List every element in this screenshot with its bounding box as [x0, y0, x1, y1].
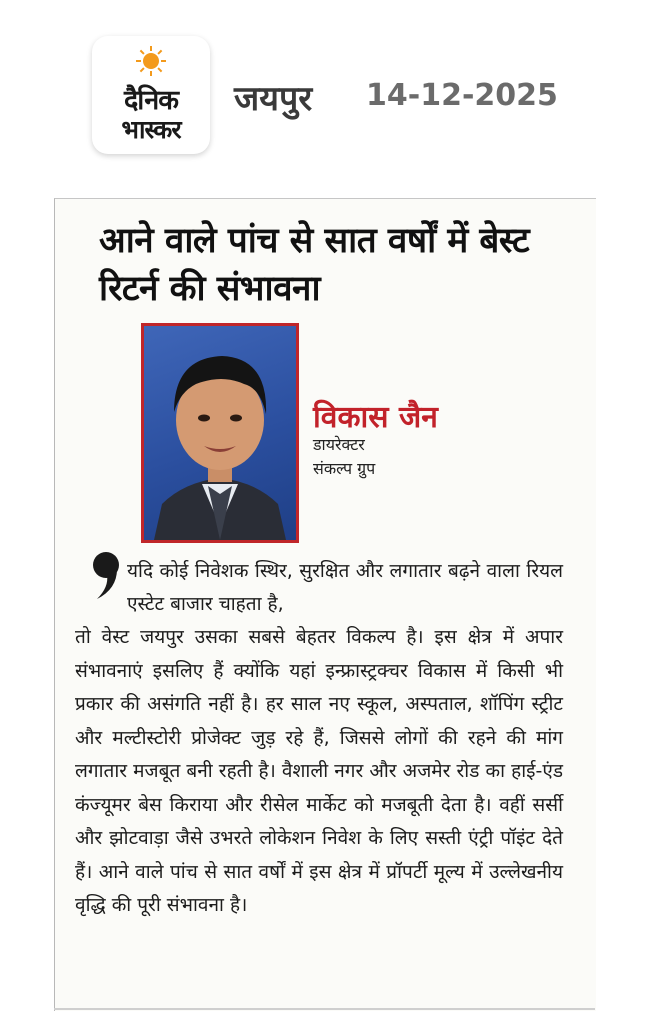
article-body: तो वेस्ट जयपुर उसका सबसे बेहतर विकल्प है। इस क्षेत्र में अपार संभावनाएं इसलिए हैं क्योंकि यहां इन्फ्रास्ट्रक्चर विकास में किसी भी प्रकार की असंगति नहीं है। हर साल नए स्कूल, अस्पताल, शॉपिंग स्ट्रीट और मल्टीस्टोरी प्रोजेक्ट जुड़ रहे हैं, जिससे लोगों की रहने की मांग लगातार मजबूत बनी रहती है। वैशाली नगर और अजमेर रोड का हाई-एंड कंज्यूमर बेस किराया और रीसेल मार्केट को मजबूती देता है। वहीं सर्सी और झोटवाड़ा जैसे उभरते लोकेशन निवेश के लिए सस्ती एंट्री पॉइंट देते हैं। आने वाले पांच से सात वर्षों में इस क्षेत्र में प्रॉपर्टी मूल्य में उल्लेखनीय वृद्धि की पूरी संभावना है।	[75, 626, 563, 916]
sun-icon	[136, 46, 166, 76]
author-photo	[141, 323, 299, 543]
logo-text-line1: दैनिक	[123, 85, 179, 116]
author-company: संकल्प ग्रुप	[313, 459, 376, 478]
author-designation: डायरेक्टर	[313, 435, 365, 454]
person-portrait-icon	[144, 326, 296, 540]
edition-date: 14-12-2025	[366, 78, 558, 113]
edition-city: जयपुर	[234, 79, 313, 119]
dainik-bhaskar-logo	[92, 36, 210, 154]
quote-mark-icon	[91, 549, 121, 601]
author-name: विकास जैन	[313, 400, 438, 435]
clipping-divider	[54, 1008, 595, 1010]
article-headline: आने वाले पांच से सात वर्षों में बेस्ट रिटर्न की संभावना	[99, 221, 530, 309]
article-body-first: यदि कोई निवेशक स्थिर, सुरक्षित और लगातार बढ़ने वाला रियल एस्टेट बाजार चाहता है,	[127, 560, 563, 615]
logo-text-line2: भास्कर	[121, 115, 181, 144]
newspaper-clipping	[54, 198, 596, 1011]
